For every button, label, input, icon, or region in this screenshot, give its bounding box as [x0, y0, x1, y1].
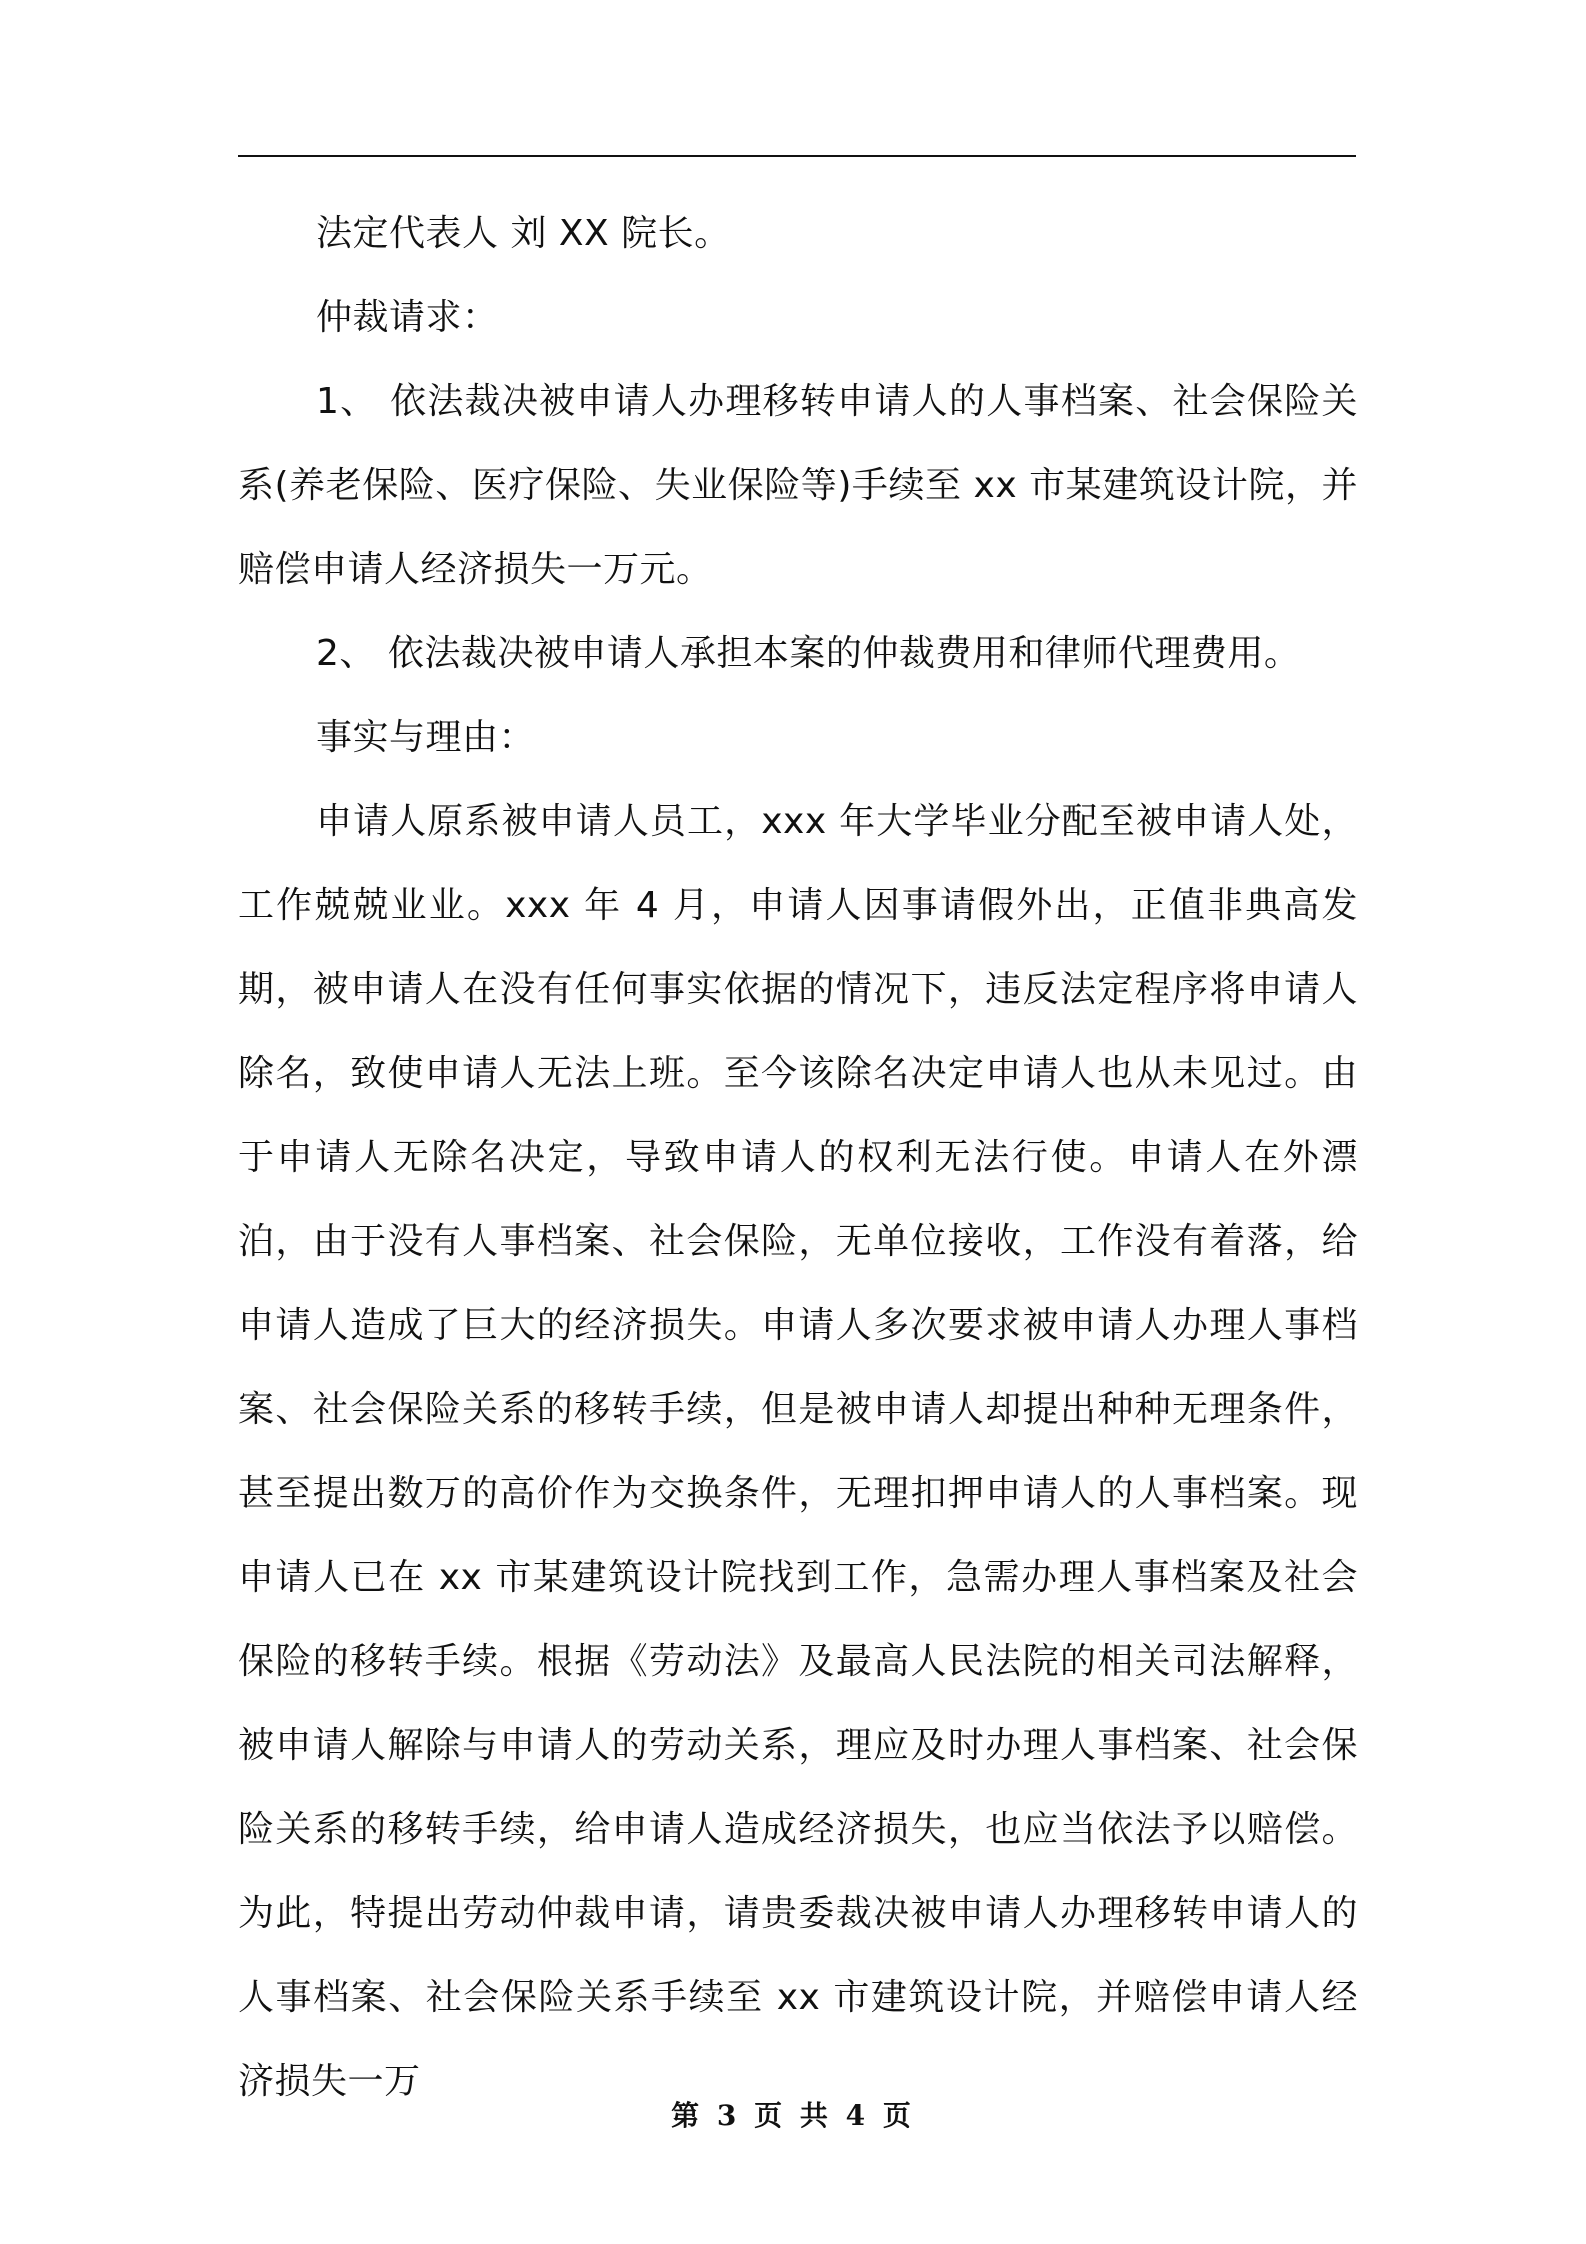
facts-heading: 事实与理由： — [316, 717, 536, 758]
claims-heading: 仲裁请求： — [316, 297, 499, 338]
representative-line: 法定代表人 刘 XX 院长。 — [316, 213, 731, 254]
document-body — [238, 192, 1358, 2124]
claim-item-2: 2、 依法裁决被申请人承担本案的仲裁费用和律师代理费用。 — [316, 633, 1301, 674]
page-number: 第 3 页 共 4 页 — [671, 2099, 915, 2132]
facts-paragraph: 申请人原系被申请人员工，xxx 年大学毕业分配至被申请人处，工作兢兢业业。xxx 年 4 月，申请人因事请假外出，正值非典高发期，被申请人在没有任何事实依据的情况下，违反法定程序将申请人除名，致使申请人无法上班。至今该除名决定申请人也从未见过。由于申请人无除名决定，导致申请人的权利无法行使。申请人在外漂泊，由于没有人事档案、社会保险，无单位接收，工作没有着落，给申请人造成了巨大的经济损失。申请人多次要求被申请人办理人事档案、社会保险关系的移转手续，但是被申请人却提出种种无理条件，甚至提出数万的高价作为交换条件，无理扣押申请人的人事档案。现申请人已在 xx 市某建筑设计院找到工作，急需办理人事档案及社会保险的移转手续。根据《劳动法》及最高人民法院的相关司法解释，被申请人解除与申请人的劳动关系，理应及时办理人事档案、社会保险关系的移转手续，给申请人造成经济损失，也应当依法予以赔偿。为此，特提出劳动仲裁申请，请贵委裁决被申请人办理移转申请人的人事档案、社会保险关系手续至 xx 市建筑设计院，并赔偿申请人经济损失一万 — [238, 801, 1358, 2102]
claim-item-1: 1、 依法裁决被申请人办理移转申请人的人事档案、社会保险关系(养老保险、医疗保险、失业保险等)手续至 xx 市某建筑设计院，并赔偿申请人经济损失一万元。 — [238, 381, 1358, 590]
header-rule — [238, 155, 1356, 157]
